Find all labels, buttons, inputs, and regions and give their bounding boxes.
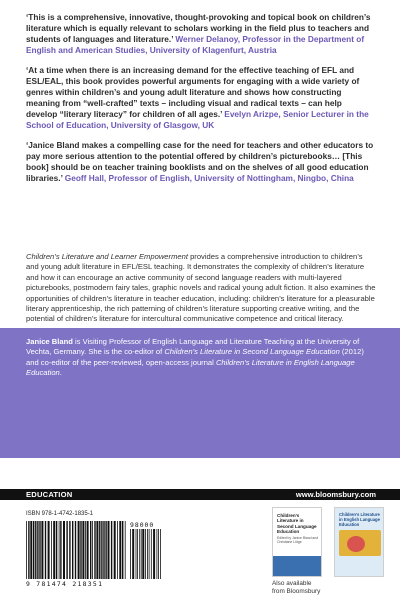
barcode-bar [114, 521, 116, 579]
barcode-bar [60, 521, 61, 579]
barcode-bar [117, 521, 118, 579]
category-bar [0, 489, 400, 500]
isbn-label: ISBN 978-1-4742-1835-1 [26, 511, 94, 517]
barcode-bar [85, 521, 86, 579]
barcode-bar [132, 529, 134, 579]
barcode-bar [56, 521, 57, 579]
barcode-bar [105, 521, 106, 579]
book-2-title: Children’s Literature in English Language Education [339, 512, 380, 527]
barcode-addon-icon [130, 529, 162, 579]
barcode-bar [136, 529, 137, 579]
book-1-editors: Edited by Janice Bland and Christiane Lütge [277, 536, 319, 544]
barcode-bar [69, 521, 70, 579]
barcode-bar [48, 521, 50, 579]
barcode-bar [33, 521, 34, 579]
barcode-bar [160, 529, 161, 579]
barcode-bar [28, 521, 29, 579]
barcode-bar [108, 521, 110, 579]
barcode-bar [157, 529, 158, 579]
barcode-bar [103, 521, 104, 579]
author-bio-band [0, 328, 400, 458]
barcode-bar [137, 529, 138, 579]
barcode-bar [130, 529, 131, 579]
barcode-bar [101, 521, 102, 579]
book-2-cover-illustration-detail [347, 536, 365, 552]
barcode-bar [153, 529, 155, 579]
barcode-bar [26, 521, 27, 579]
also-available-text: Also available from Bloomsbury [272, 580, 321, 595]
quote-2: ‘At a time when there is an increasing demand for the effective teaching of EFL and ESL/EAL, this book provides powerful arguments for engaging with a wide variety of genres within children’s and young adult literature and shows how constructing meaning from “well-crafted” texts – including visual and radical texts – can help develop “literary literacy” for children of all ages.’ Evelyn Arizpe, Senior Lecturer in the School of Education, University of Glasgow, UK [26, 65, 369, 130]
publisher-website: www.bloomsbury.com [295, 490, 376, 499]
barcode-bar [147, 529, 148, 579]
barcode-bar [119, 521, 121, 579]
quote-3-attribution: Geoff Hall, Professor of English, University of Nottingham, Ningbo, China [64, 173, 354, 183]
barcode-bar [75, 521, 76, 579]
barcode-bar [30, 521, 32, 579]
barcode-bar [149, 529, 150, 579]
barcode-bar [141, 529, 142, 579]
barcode-bar [99, 521, 100, 579]
category-label: EDUCATION [26, 490, 73, 499]
quote-3: ‘Janice Bland makes a compelling case for the need for teachers and other educators to pay more serious attention to the potential offered by children’s picturebooks… [This book] should be on teacher training booklists and on the shelves of all good education libraries.’ Geoff Hall, Professor of English, University of Nottingham, Ningbo, China [26, 140, 374, 183]
barcode-bar [37, 521, 38, 579]
barcode-bar [45, 521, 46, 579]
barcode-bar [92, 521, 93, 579]
barcode-bar [96, 521, 98, 579]
barcode-bar [35, 521, 36, 579]
barcode-bar [82, 521, 84, 579]
barcode-addon-digits: 98000 [130, 521, 155, 529]
barcode-bar [158, 529, 159, 579]
barcode-bar [94, 521, 95, 579]
barcode-bar [51, 521, 52, 579]
endorsement-quotes [0, 0, 400, 193]
book-1-title: Children’s Literature in Second Language Education [277, 513, 317, 535]
book-1-cover-band [273, 556, 322, 576]
barcode-bar [63, 521, 65, 579]
barcode-bar [111, 521, 112, 579]
quote-2-attribution: Evelyn Arizpe, Senior Lecturer in the School of Education, University of Glasgow, UK [26, 109, 369, 130]
also-available-book-2 [334, 507, 384, 577]
barcode-bar [53, 521, 55, 579]
book-description: Children’s Literature and Learner Empowerment provides a comprehensive introduction to children’s and young adult literature in EFL/ESL teaching. It demonstrates the complexity of children’s literature and how it can encourage an active community of second language readers with multi-layered picturebooks, postmodern fairy tales, graphic novels and radical young adult fiction. It also examines the opportunities of children’s literature in teacher education, including: children’s literature for a pleasurable literary apprenticeship, the rich patterning of children’s literature supporting creative writing, and the potential of children’s literature for intercultural communicative competence and critical literacy. [26, 252, 376, 324]
barcode-bar [145, 529, 146, 579]
barcode-bar [142, 529, 144, 579]
barcode-bar [80, 521, 81, 579]
barcode-bar [66, 521, 67, 579]
author-bio: Janice Bland is Visiting Professor of English Language and Literature Teaching at the University of Vechta, Germany. She is the co-editor of Children’s Literature in Second Language Education (2012) and co-editor of the peer-reviewed, open-access journal Children’s Literature in English Language Education. [26, 337, 364, 378]
barcode-bar [72, 521, 73, 579]
barcode-bar [87, 521, 89, 579]
barcode-digits: 9 781474 218351 [26, 580, 104, 588]
also-available-book-1 [272, 507, 322, 577]
book-title: Children’s Literature and Learner Empowerment [26, 252, 188, 261]
barcode-bar [41, 521, 43, 579]
barcode-bar [151, 529, 152, 579]
barcode-bar [139, 529, 140, 579]
barcode-icon [26, 521, 126, 579]
barcode-bar [59, 521, 60, 579]
barcode-bar [78, 521, 80, 579]
barcode-bar [39, 521, 40, 579]
quote-1-attribution: Werner Delanoy, Professor in the Department of English and American Studies, University of Klagenfurt, Austria [26, 34, 365, 55]
barcode-bar [125, 521, 126, 579]
author-name: Janice Bland [26, 337, 73, 346]
quote-1: ‘This is a comprehensive, innovative, thought-provoking and topical book on children’s literature which is equally relevant to scholars working in the field plus to teachers and students of languages and literature.’ Werner Delanoy, Professor in the Department of English and American Studies, University of Klagenfurt, Austria [26, 12, 371, 55]
barcode-bar [122, 521, 123, 579]
barcode-bar [90, 521, 91, 579]
